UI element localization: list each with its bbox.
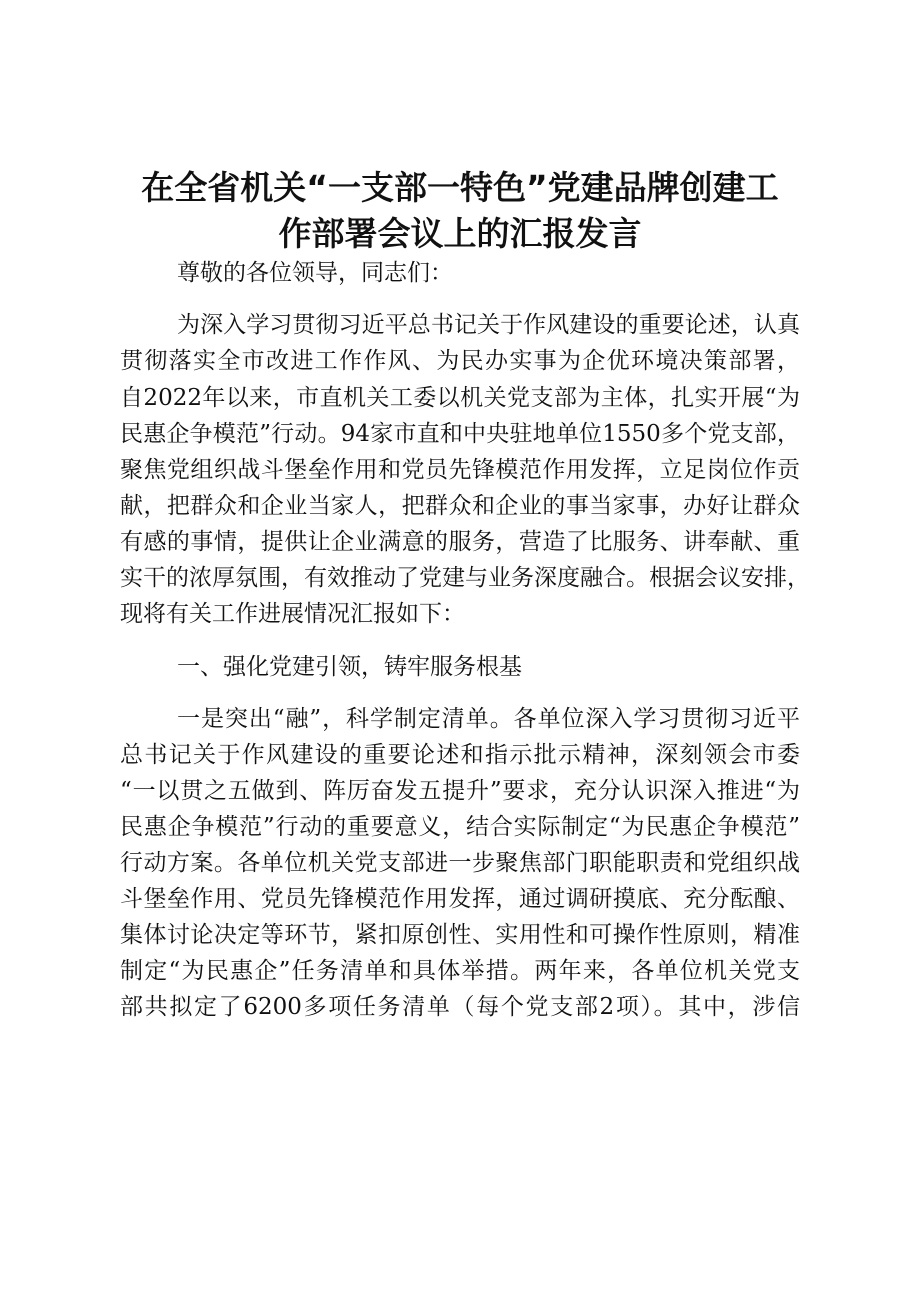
paragraph-2-line: 总书记关于作风建设的重要论述和指示批示精神，深刻领会市委 [120, 742, 800, 768]
paragraph-1-line: 献，把群众和企业当家人，把群众和企业的事当家事，办好让群众 [120, 493, 800, 519]
paragraph-1-line: 贯彻落实全市改进工作作风、为民办实事为企优环境决策部署， [120, 348, 800, 374]
paragraph-1-line: 为深入学习贯彻习近平总书记关于作风建设的重要论述，认真 [177, 312, 800, 338]
paragraph-2-line: “一以贯之五做到、阵厉奋发五提升”要求，充分认识深入推进“为 [120, 778, 800, 804]
section-heading: 一、强化党建引领，铸牢服务根基 [177, 654, 522, 680]
document-title-line-1: 在全省机关“一支部一特色”党建品牌创建工 [141, 168, 779, 207]
paragraph-1-line: 现将有关工作进展情况汇报如下： [120, 601, 465, 627]
paragraph-2-line: 斗堡垒作用、党员先锋模范作用发挥，通过调研摸底、充分酝酿、 [120, 886, 800, 912]
paragraph-1-line: 有感的事情，提供让企业满意的服务，营造了比服务、讲奉献、重 [120, 529, 800, 555]
paragraph-1-line: 自2022年以来，市直机关工委以机关党支部为主体，扎实开展“为 [120, 385, 800, 411]
paragraph-1-line: 聚焦党组织战斗堡垒作用和党员先锋模范作用发挥，立足岗位作贡 [120, 457, 800, 483]
paragraph-2-line: 一是突出“融”，科学制定清单。各单位深入学习贯彻习近平 [177, 706, 800, 732]
paragraph-2-line: 集体讨论决定等环节，紧扣原创性、实用性和可操作性原则，精准 [120, 922, 800, 948]
document-title-line-2: 作部署会议上的汇报发言 [278, 214, 642, 253]
paragraph-2-line: 制定“为民惠企”任务清单和具体举措。两年来，各单位机关党支 [120, 958, 800, 984]
paragraph-1-line: 民惠企争模范”行动。94家市直和中央驻地单位1550多个党支部， [120, 421, 800, 447]
paragraph-2-line: 部共拟定了6200多项任务清单（每个党支部2项）。其中，涉信 [120, 994, 800, 1020]
paragraph-2-line: 行动方案。各单位机关党支部进一步聚焦部门职能职责和党组织战 [120, 850, 800, 876]
paragraph-2-line: 民惠企争模范”行动的重要意义，结合实际制定“为民惠企争模范” [120, 814, 800, 840]
salutation: 尊敬的各位领导，同志们： [177, 260, 453, 286]
paragraph-1-line: 实干的浓厚氛围，有效推动了党建与业务深度融合。根据会议安排， [120, 565, 810, 591]
